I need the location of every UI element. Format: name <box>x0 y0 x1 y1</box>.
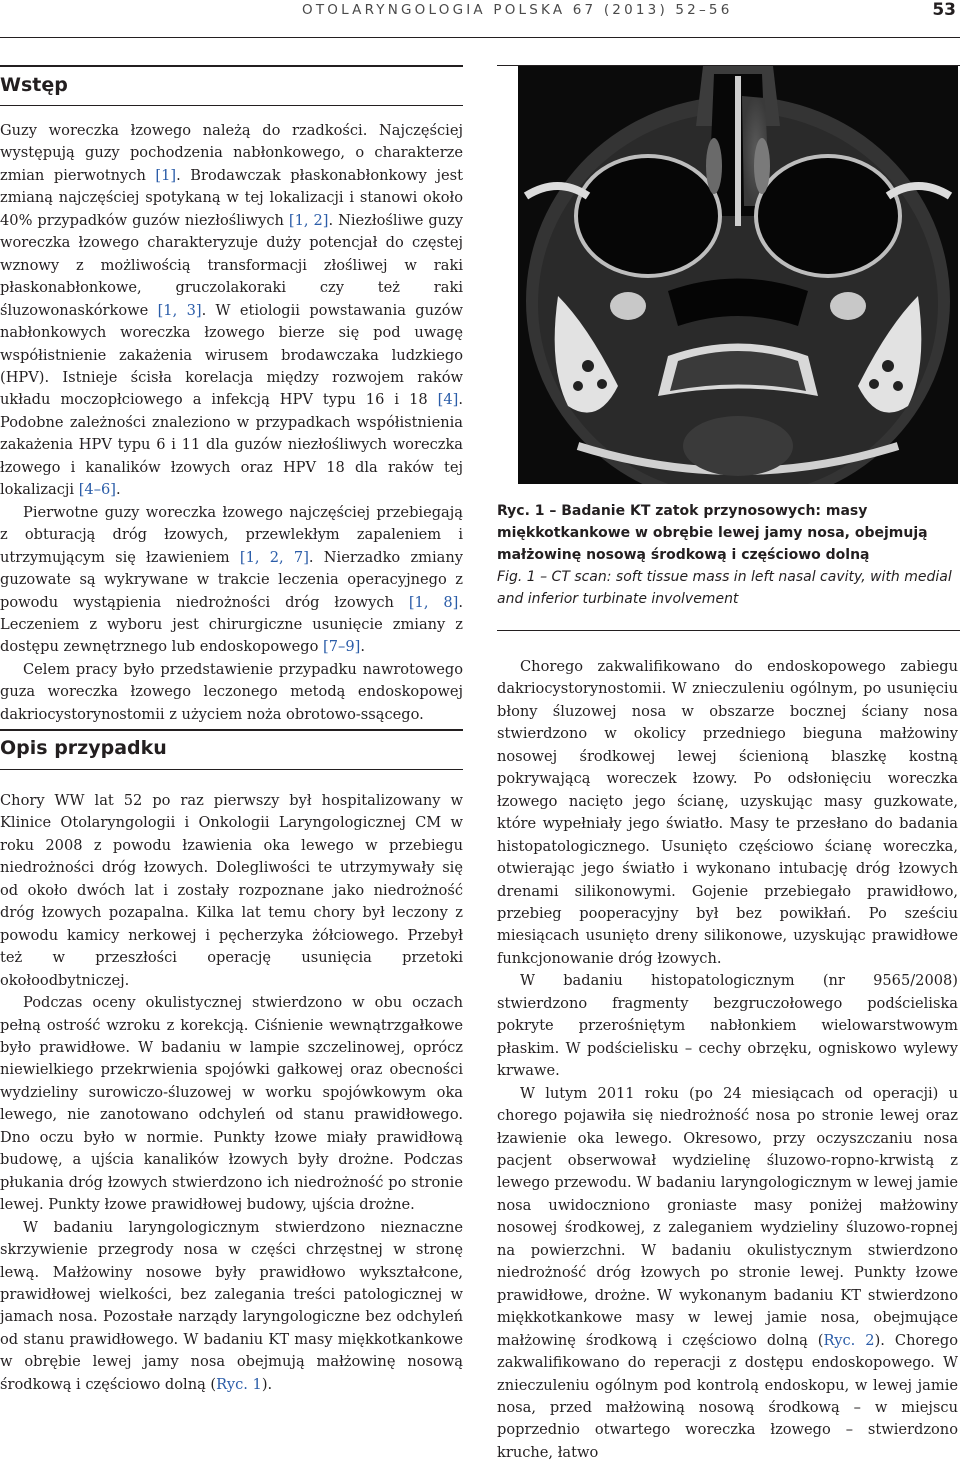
caption-polish: Ryc. 1 – Badanie KT zatok przynosowych: masy miękkotkankowe w obrębie lewej jamy nosa, obejmują małżowinę nosową środkową i częściowo dolną <box>497 503 928 563</box>
right-paragraph: Chorego zakwalifikowano do endoskopowego zabiegu dakriocystorynostomii. W znieczuleniu ogólnym, po usunięciu błony śluzowej nosa w obszarze bocznej ściany nosa stwierdzono w okolicy przedniego bieguna małżowiny nosowej środkowej lewej ścienioną blaszkę kostną pokrywającą woreczek łzowy. Po odsłonięciu woreczka łzowego nacięto jego ścianę, uzyskując masy guzkowate, które wypełniały jego światło. Masy te przesłano do badania histopatologicznego. Usunięto częściowo ścianę woreczka, otwierając jego światło i wykonano intubację dróg łzowych drenami silikonowymi. Gojenie przebiegało prawidłowo, przebieg pooperacyjny był bez powikłań. Po sześciu miesiącach usunięto dreny silikonowe, uzyskując prawidłowe funkcjonowanie dróg łzowych. <box>497 658 958 967</box>
reference-link[interactable]: [1, 8] <box>408 593 459 611</box>
case-text <box>0 790 463 1396</box>
reference-link[interactable]: Ryc. 1 <box>216 1375 262 1393</box>
case-heading: Opis przypadku <box>0 737 167 759</box>
intro-heading-rule <box>0 105 463 106</box>
intro-paragraph: Celem pracy było przedstawienie przypadku nawrotowego guza woreczka łzowego leczonego metodą endoskopowej dakriocystorynostomii z użyciem noża obrotowo-ssącego. <box>0 660 463 723</box>
case-paragraph: Chory WW lat 52 po raz pierwszy był hospitalizowany w Klinice Otolaryngologii i Onkologii Laryngologicznej CM w roku 2008 z powodu łzawienia oka lewego w przebiegu niedrożności dróg łzowych. Dolegliwości te utrzymywały się od około dwóch lat i zostały rozpoznane jako niedrożność dróg łzowych pozapalna. Kilka lat temu chory był leczony z powodu kamicy nerkowej i pęcherzyka żółciowego. Przebył też w przeszłości operację usunięcia przetoki okołoodbytniczej. <box>0 792 463 989</box>
right-paragraph: W badaniu histopatologicznym (nr 9565/2008) stwierdzono fragmenty bezgruczołowego podścieliska pokryte przerośniętym nabłonkiem wielowarstwowym płaskim. W podścielisku – cechy obrzęku, ogniskowo wylewy krwawe. <box>497 972 958 1080</box>
reference-link[interactable]: [7–9] <box>323 638 361 656</box>
reference-link[interactable]: [4] <box>437 391 459 409</box>
figure-bottom-rule <box>497 630 960 631</box>
figure-caption <box>497 500 960 610</box>
right-paragraph: W lutym 2011 roku (po 24 miesiącach od operacji) u chorego pojawiła się niedrożność nosa po stronie lewej oraz łzawienie oka lewego. Okresowo, przy oczyszczaniu nosa pacjent obserwował wydzielinę śluzowo-ropno-krwistą z lewego przewodu. W badaniu laryngologicznym w lewej jamie nosa uwidoczniono groniaste masy poniżej małżowiny nosowej środkowej, z zaleganiem wydzieliny śluzowo-ropnej na powierzchni. W badaniu okulistycznym stwierdzono niedrożność dróg łzowych po stronie lewej. Punkty łzowe prawidłowe, drożne. W wykonanym badaniu KT stwierdzono miękkotkankowe masy w lewej jamie nosa, obejmujące małżowinę środkową i częściowo dolną (Ryc. 2). Chorego zakwalifikowano do reperacji z dostępu endoskopowego. W znieczuleniu ogólnym pod kontrolą endoskopu, w lewej jamie nosa, przed małżowiną nosową środkową – w miejscu poprzednio otwartego woreczka łzowego – stwierdzono kruche, łatwo <box>497 1084 958 1461</box>
reference-link[interactable]: [1, 2] <box>288 211 329 229</box>
header-rule <box>0 37 960 38</box>
reference-link[interactable]: [1, 2, 7] <box>239 548 309 566</box>
reference-link[interactable]: [1, 3] <box>157 301 202 319</box>
page-number: 53 <box>932 0 956 20</box>
reference-link[interactable]: Ryc. 2 <box>823 1331 875 1349</box>
case-paragraph: Podczas oceny okulistycznej stwierdzono w obu oczach pełną ostrość wzroku z korekcją. Ciśnienie wewnątrzgałkowe było prawidłowe. W badaniu w lampie szczelinowej, oprócz niewielkiego przekrwienia spojówki gałkowej oraz obecności wydzieliny surowiczo-śluzowej w worku spojówkowym oka lewego, nie zanotowano odchyleń od stanu prawidłowego. Dno oczu było w normie. Punkty łzowe miały prawidłową budowę, a ujścia kanalików łzowych były drożne. Podczas płukania dróg łzowych stwierdzono ich niedrożność po stronie lewej. Punkty łzowe prawidłowej budowy, ujścia drożne. <box>0 994 463 1214</box>
intro-heading: Wstęp <box>0 74 68 96</box>
case-top-rule <box>0 729 463 731</box>
case-heading-rule <box>0 769 463 770</box>
right-column-text <box>497 656 958 1464</box>
intro-paragraph: Pierwotne guzy woreczka łzowego najczęściej przebiegają z obturacją dróg łzowych, przewlekłym zapaleniem i utrzymującym się łzawieniem [1, 2, 7]. Nierzadko zmiany guzowate są wykrywane w trakcie leczenia operacyjnego z powodu wystąpienia niedrożności dróg łzowych [1, 8]. Leczeniem z wyboru jest chirurgiczne usunięcie zmiany z dostępu zewnętrznego lub endoskopowego [7–9]. <box>0 503 463 656</box>
intro-paragraph: Guzy woreczka łzowego należą do rzadkości. Najczęściej występują guzy pochodzenia nabłonkowego, o charakterze zmian pierwotnych [1]. Brodawczak płaskonabłonkowy jest zmianą najczęściej spotykaną w tej lokalizacji i stanowi około 40% przypadków guzów niezłośliwych [1, 2]. Niezłośliwe guzy woreczka łzowego charakteryzuje duży potencjał do częstej wznowy z możliwością transformacji złośliwej w raki płaskonabłonkowe, gruczolakoraki czy też raki śluzowonaskórkowe [1, 3]. W etiologii powstawania guzów nabłonkowych woreczka łzowego bierze się pod uwagę współistnienie zakażenia wirusem brodawczaka ludzkiego (HPV). Istnieje ścisła korelacja między rozwojem raków układu moczopłciowego a infekcją HPV typu 16 i 18 [4]. Podobne zależności znaleziono w przypadkach współistnienia zakażenia HPV typu 6 i 11 dla guzów niezłośliwych woreczka łzowego i kanalików łzowych oraz HPV 18 dla raków tej lokalizacji [4–6]. <box>0 122 463 499</box>
reference-link[interactable]: [4–6] <box>78 481 116 499</box>
ct-scan-drawing <box>518 66 958 484</box>
ct-scan-image <box>518 66 958 484</box>
case-paragraph: W badaniu laryngologicznym stwierdzono nieznaczne skrzywienie przegrody nosa w części chrzęstnej w stronę lewą. Małżowiny nosowe były prawidłowo wykształcone, prawidłowej wielkości, bez zalegania treści patologicznej w jamach nosa. Pozostałe narządy laryngologiczne bez odchyleń od stanu prawidłowego. W badaniu KT masy miękkotkankowe w obrębie lewej jamy nosa obejmują małżowinę nosową środkową i częściowo dolną (Ryc. 1). <box>0 1218 463 1393</box>
intro-top-rule <box>0 65 463 67</box>
running-head: OTOLARYNGOLOGIA POLSKA 67 (2013) 52–56 <box>302 2 733 18</box>
caption-english: Fig. 1 – CT scan: soft tissue mass in left nasal cavity, with medial and inferior turbinate involvement <box>497 569 952 607</box>
intro-text <box>0 120 463 726</box>
reference-link[interactable]: [1] <box>155 166 177 184</box>
